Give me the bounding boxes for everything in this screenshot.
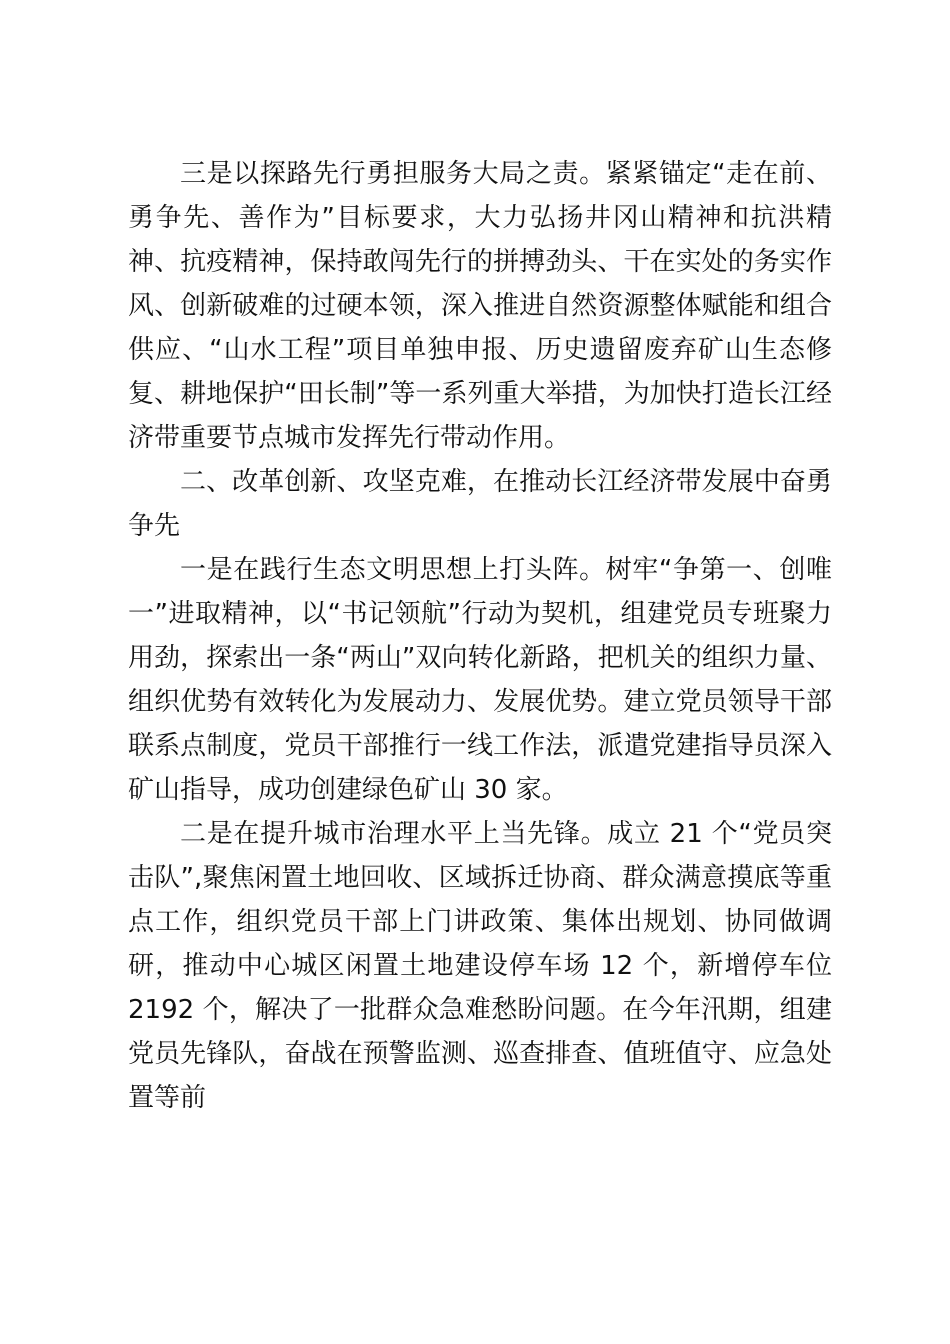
paragraph-ecology: 一是在践行生态文明思想上打头阵。树牢“争第一、创唯一”进取精神，以“书记领航”行动为契机，组建党员专班聚力用劲，探索出一条“两山”双向转化新路，把机关的组织力量、组织优势有效转化为发展动力、发展优势。建立党员领导干部联系点制度，党员干部推行一线工作法，派遣党建指导员深入矿山指导，成功创建绿色矿山 30 家。 xyxy=(128,555,832,805)
section-heading-reform: 二、改革创新、攻坚克难，在推动长江经济带发展中奋勇争先 xyxy=(128,467,832,541)
document-body xyxy=(128,152,832,1120)
paragraph-exploration: 三是以探路先行勇担服务大局之责。紧紧锚定“走在前、勇争先、善作为”目标要求，大力弘扬井冈山精神和抗洪精神、抗疫精神，保持敢闯先行的拼搏劲头、干在实处的务实作风、创新破难的过硬本领，深入推进自然资源整体赋能和组合供应、“山水工程”项目单独申报、历史遗留废弃矿山生态修复、耕地保护“田长制”等一系列重大举措，为加快打造长江经济带重要节点城市发挥先行带动作用。 xyxy=(128,159,832,453)
paragraph-city-governance: 二是在提升城市治理水平上当先锋。成立 21 个“党员突击队”,聚焦闲置土地回收、区域拆迁协商、群众满意摸底等重点工作，组织党员干部上门讲政策、集体出规划、协同做调研，推动中心城区闲置土地建设停车场 12 个，新增停车位 2192 个，解决了一批群众急难愁盼问题。在今年汛期，组建党员先锋队，奋战在预警监测、巡查排查、值班值守、应急处置等前 xyxy=(128,819,832,1113)
